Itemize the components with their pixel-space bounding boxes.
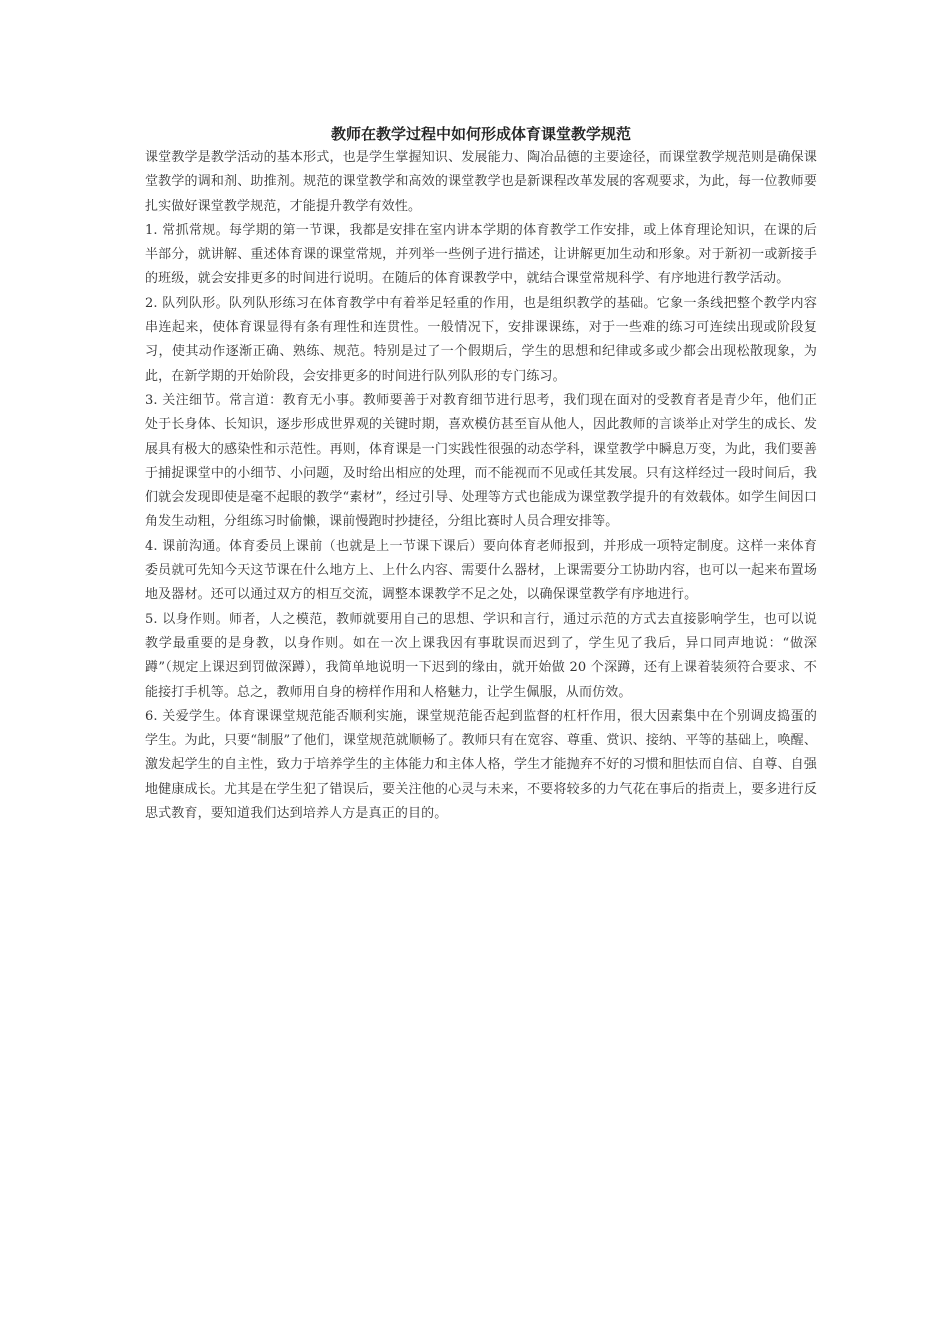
intro-paragraph: 课堂教学是教学活动的基本形式，也是学生掌握知识、发展能力、陶冶品德的主要途径，而课堂教学规范则是确保课堂教学的调和剂、助推剂。规范的课堂教学和高效的课堂教学也是新课程改革发展的客观要求，为此，每一位教师要扎实做好课堂教学规范，才能提升教学有效性。 <box>145 150 817 214</box>
section-2-paragraph: 2. 队列队形。队列队形练习在体育教学中有着举足轻重的作用，也是组织教学的基础。它象一条线把整个教学内容串连起来，使体育课显得有条有理性和连贯性。一般情况下，安排课课练，对于一些难的练习可连续出现或阶段复习，使其动作逐渐正确、熟练、规范。特别是过了一个假期后，学生的思想和纪律或多或少都会出现松散现象，为此，在新学期的开始阶段，会安排更多的时间进行队列队形的专门练习。 <box>145 295 817 384</box>
section-5-paragraph: 5. 以身作则。师者，人之模范，教师就要用自己的思想、学识和言行，通过示范的方式去直接影响学生，也可以说教学最重要的是身教，以身作则。如在一次上课我因有事耽误而迟到了，学生见了我后，异口同声地说：“做深蹲”（规定上课迟到罚做深蹲），我简单地说明一下迟到的缘由，就开始做 20 个深蹲，还有上课着装须符合要求、不能接打手机等。总之，教师用自身的榜样作用和人格魅力，让学生佩服，从而仿效。 <box>145 611 817 700</box>
document-title: 教师在教学过程中如何形成体育课堂教学规范 <box>330 125 631 143</box>
section-6-paragraph: 6. 关爱学生。体育课课堂规范能否顺利实施，课堂规范能否起到监督的杠杆作用，很大因素集中在个别调皮捣蛋的学生。为此，只要“制服”了他们，课堂规范就顺畅了。教师只有在宽容、尊重、赏识、接纳、平等的基础上，唤醒、激发起学生的自主性，致力于培养学生的主体能力和主体人格，学生才能抛弃不好的习惯和胆怯而自信、自尊、自强地健康成长。尤其是在学生犯了错误后，要关注他的心灵与未来，不要将较多的力气花在事后的指责上，要多进行反思式教育，要知道我们达到培养人方是真正的目的。 <box>145 708 817 822</box>
section-1-paragraph: 1. 常抓常规。每学期的第一节课，我都是安排在室内讲本学期的体育教学工作安排，或上体育理论知识，在课的后半部分，就讲解、重述体育课的课堂常规，并列举一些例子进行描述，让讲解更加生动和形象。对于新初一或新接手的班级，就会安排更多的时间进行说明。在随后的体育课教学中，就结合课堂常规科学、有序地进行教学活动。 <box>145 222 817 287</box>
section-3-paragraph: 3. 关注细节。常言道：教育无小事。教师要善于对教育细节进行思考，我们现在面对的受教育者是青少年，他们正处于长身体、长知识，逐步形成世界观的关键时期，喜欢模仿甚至盲从他人，因此教师的言谈举止对学生的成长、发展具有极大的感染性和示范性。再则，体育课是一门实践性很强的动态学科，课堂教学中瞬息万变，为此，我们要善于捕捉课堂中的小细节、小问题，及时给出相应的处理，而不能视而不见或任其发展。只有这样经过一段时间后，我们就会发现即使是毫不起眼的教学“素材”，经过引导、处理等方式也能成为课堂教学提升的有效载体。如学生间因口角发生动粗，分组练习时偷懒，课前慢跑时抄捷径，分组比赛时人员合理安排等。 <box>145 392 817 530</box>
section-4-paragraph: 4. 课前沟通。体育委员上课前（也就是上一节课下课后）要向体育老师报到，并形成一项特定制度。这样一来体育委员就可先知今天这节课在什么地方上、上什么内容、需要什么器材，上课需要分工协助内容，也可以一起来布置场地及器材。还可以通过双方的相互交流，调整本课教学不足之处，以确保课堂教学有序地进行。 <box>145 538 817 603</box>
document-page <box>145 122 817 826</box>
